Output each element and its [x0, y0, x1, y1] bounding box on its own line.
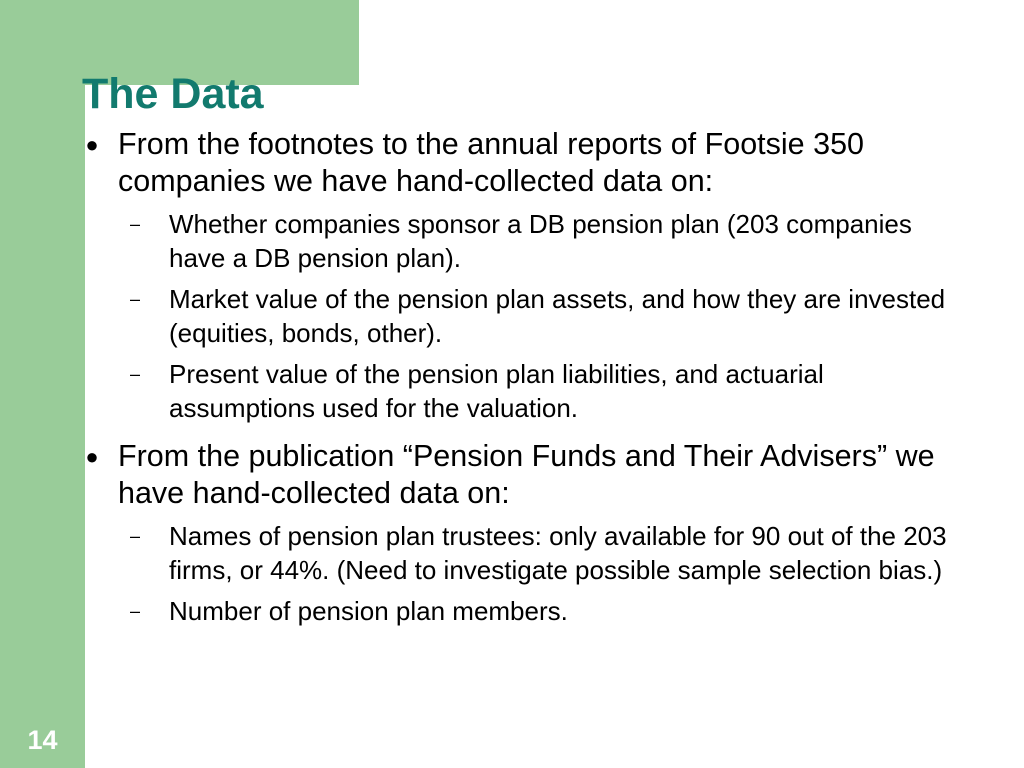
- dash-icon: –: [130, 601, 141, 621]
- subitem-market-value: [80, 283, 960, 350]
- bullet-text: From the footnotes to the annual reports of Footsie 350 companies we have hand-collected data on:: [118, 127, 864, 198]
- dash-icon: –: [130, 364, 141, 384]
- subitem-list: [80, 208, 960, 425]
- bullet-dot-icon: ●: [85, 444, 99, 469]
- dash-icon: –: [130, 526, 141, 546]
- subitem-present-value: [80, 358, 960, 425]
- subitem-text: Names of pension plan trustees: only available for 90 out of the 203 firms, or 44%. (Need to investigate possible sample selection bias.): [169, 521, 947, 585]
- slide-title: The Data: [82, 70, 264, 118]
- bullet-publication: [80, 438, 960, 512]
- subitem-members: [80, 595, 960, 629]
- subitem-list: [80, 520, 960, 629]
- subitem-text: Number of pension plan members.: [169, 596, 568, 626]
- subitem-db-plan: [80, 208, 960, 275]
- subitem-text: Present value of the pension plan liabilities, and actuarial assumptions used for the valuation.: [169, 359, 824, 423]
- dash-icon: –: [130, 214, 141, 234]
- bullet-dot-icon: ●: [85, 132, 99, 157]
- subitem-trustees: [80, 520, 960, 587]
- subitem-text: Whether companies sponsor a DB pension plan (203 companies have a DB pension plan).: [169, 209, 912, 273]
- left-decorative-band: [0, 0, 85, 768]
- bullet-text: From the publication “Pension Funds and Their Advisers” we have hand-collected data on:: [118, 439, 935, 510]
- slide-content: [80, 126, 960, 642]
- page-number: 14: [27, 725, 58, 755]
- bullet-footnotes: [80, 126, 960, 200]
- subitem-text: Market value of the pension plan assets, and how they are invested (equities, bonds, other).: [169, 284, 946, 348]
- dash-icon: –: [130, 289, 141, 309]
